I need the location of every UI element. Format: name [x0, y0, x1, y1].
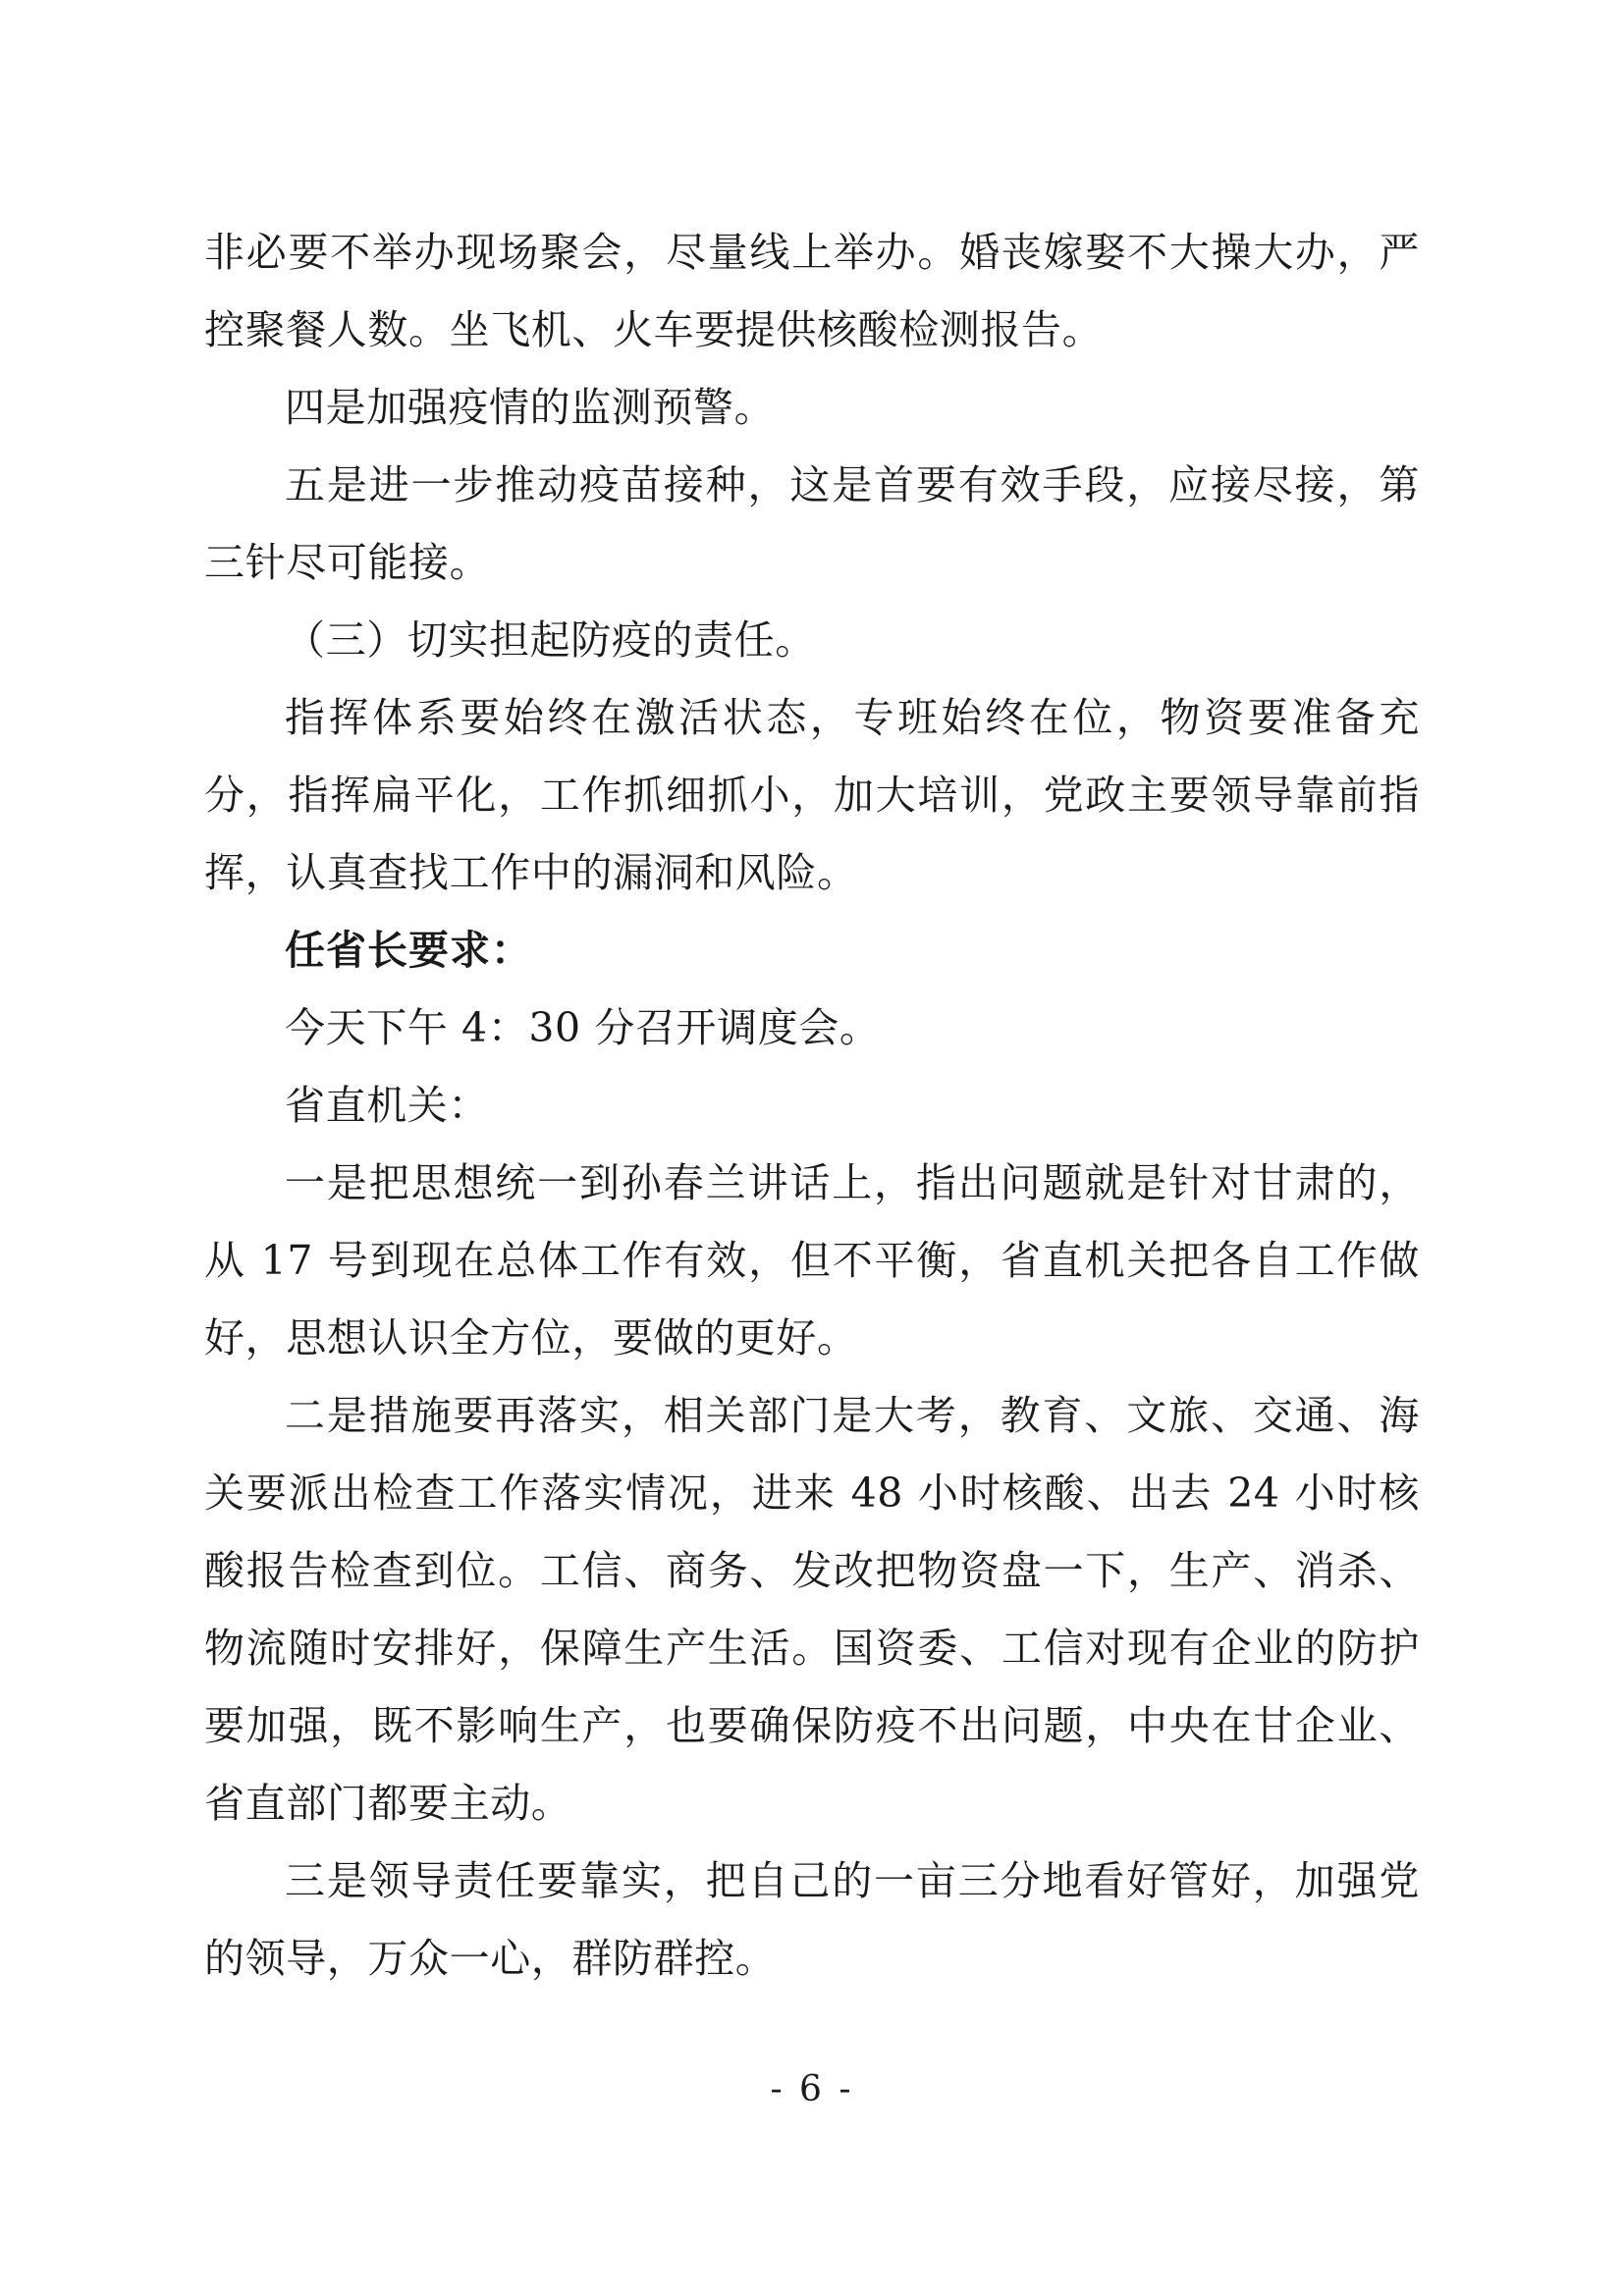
paragraph-3: 五是进一步推动疫苗接种，这是首要有效手段，应接尽接，第三针尽可能接。: [204, 461, 1420, 586]
paragraph-10: 二是措施要再落实，相关部门是大考，教育、文旅、交通、海关要派出检查工作落实情况，进来 48 小时核酸、出去 24 小时核酸报告检查到位。工信、商务、发改把物资盘一下，生产、消杀、物流随时安排好，保障生产生活。国资委、工信对现有企业的防护要加强，既不影响生产，也要确保防疫不出问题，中央在甘企业、省直部门都要主动。: [204, 1392, 1420, 1827]
paragraph-8-subheading: 省直机关：: [285, 1082, 489, 1129]
paragraph-2: 四是加强疫情的监测预警。: [285, 384, 776, 431]
paragraph-9: 一是把思想统一到孙春兰讲话上，指出问题就是针对甘肃的，从 17 号到现在总体工作有效，但不平衡，省直机关把各自工作做好，思想认识全方位，要做的更好。: [204, 1159, 1420, 1362]
paragraph-11: 三是领导责任要靠实，把自己的一亩三分地看好管好，加强党的领导，万众一心，群防群控。: [204, 1857, 1420, 1982]
document-body: [204, 214, 1420, 1998]
paragraph-7: 今天下午 4：30 分召开调度会。: [285, 1004, 881, 1051]
paragraph-5: 指挥体系要始终在激活状态，专班始终在位，物资要准备充分，指挥扁平化，工作抓细抓小，加大培训，党政主要领导靠前指挥，认真查找工作中的漏洞和风险。: [204, 694, 1420, 896]
paragraph-4-section-heading: （三）切实担起防疫的责任。: [285, 616, 816, 664]
paragraph-1: 非必要不举办现场聚会，尽量线上举办。婚丧嫁娶不大操大办，严控聚餐人数。坐飞机、火车要提供核酸检测报告。: [204, 229, 1420, 353]
page-number: - 6 -: [770, 2069, 854, 2109]
heading-governor-requirements: 任省长要求：: [285, 927, 532, 974]
